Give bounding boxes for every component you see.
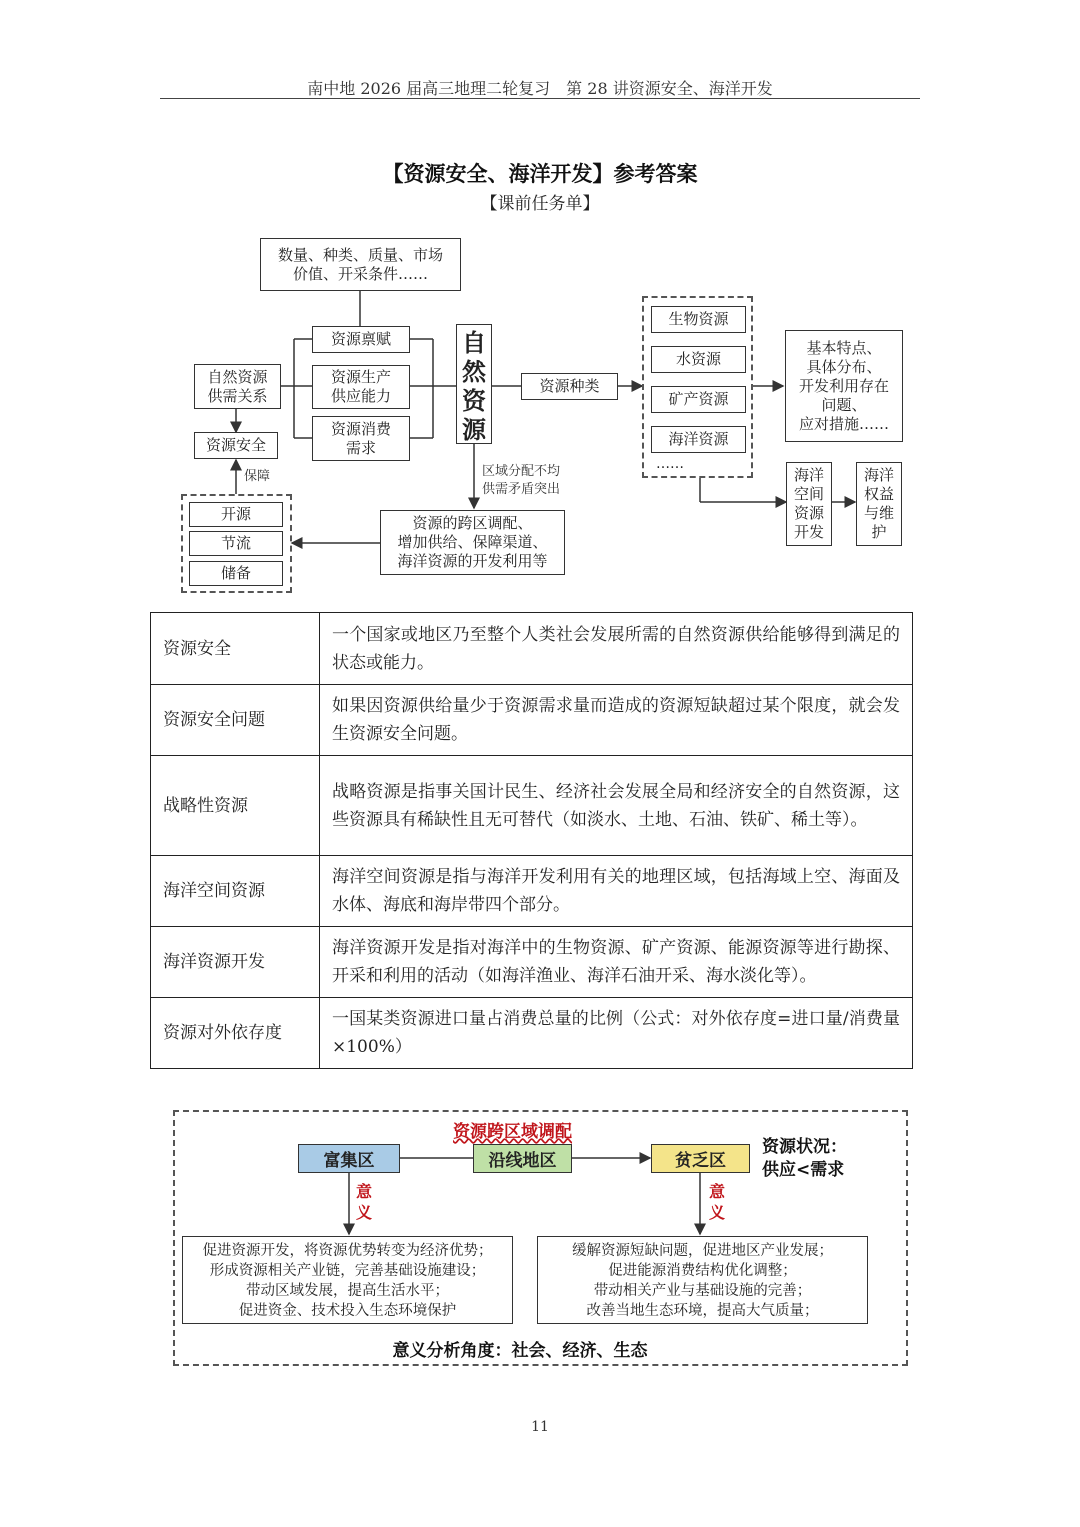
features-line-1: 基本特点、 [806, 338, 882, 357]
supply-demand-line-1: 自然资源 [207, 367, 268, 386]
resource-types-box: 资源种类 [521, 373, 618, 400]
guarantee-label: 保障 [244, 469, 271, 484]
solutions-line-1: 资源的跨区调配、 [412, 514, 533, 532]
endowment-box: 资源禀赋 [312, 326, 410, 353]
ocean-rights-line-4: 护 [871, 523, 887, 541]
analysis-angle: 意义分析角度：社会、经济、生态 [392, 1341, 648, 1361]
factors-box [260, 238, 461, 291]
term-cell: 战略性资源 [151, 756, 320, 856]
features-box [785, 330, 903, 442]
measure-reserve: 储备 [189, 561, 283, 586]
term-cell: 海洋资源开发 [151, 927, 320, 998]
ocean-rights-line-1: 海洋 [863, 466, 894, 484]
consumption-box [312, 416, 410, 461]
table-row [151, 756, 913, 856]
definitions-table [150, 612, 913, 1069]
meaning-left-char-2: 义 [356, 1203, 373, 1222]
ocean-space-line-1: 海洋 [793, 466, 824, 484]
right-meaning-line-3: 带动相关产业与基础设施的完善； [593, 1283, 812, 1299]
consumption-line-2: 需求 [345, 438, 376, 457]
table-row [151, 856, 913, 927]
desc-cell: 战略资源是指事关国计民生、经济社会发展全局和经济安全的自然资源，这些资源具有稀缺性且无可替代（如淡水、土地、石油、铁矿、稀土等）。 [320, 756, 913, 856]
solutions-line-2: 增加供给、保障渠道、 [397, 533, 548, 551]
table-row [151, 685, 913, 756]
left-meaning-line-3: 带动区域发展，提高生活水平； [246, 1283, 449, 1299]
desc-cell: 一国某类资源进口量占消费总量的比例（公式：对外依存度=进口量/消费量×100%） [320, 998, 913, 1069]
type-ocean: 海洋资源 [651, 426, 746, 453]
left-meaning-line-4: 促进资金、技术投入生态环境保护 [238, 1303, 457, 1319]
right-meaning-line-4: 改善当地生态环境，提高大气质量； [586, 1303, 819, 1319]
solutions-line-3: 海洋资源的开发利用等 [397, 552, 548, 570]
features-line-4: 问题、 [821, 395, 867, 414]
supply-demand-line-2: 供需关系 [207, 386, 268, 405]
ocean-rights-box [856, 462, 902, 546]
meaning-left-char-1: 意 [356, 1182, 373, 1201]
right-meaning-box [537, 1236, 868, 1324]
ocean-rights-line-3: 与维 [863, 504, 894, 522]
term-cell: 资源对外依存度 [151, 998, 320, 1069]
ocean-space-line-3: 资源 [793, 504, 824, 522]
nr-char-3: 资 [462, 387, 486, 415]
nr-char-2: 然 [462, 358, 486, 386]
conflict-line-2: 供需矛盾突出 [482, 482, 561, 497]
resource-status [762, 1136, 847, 1182]
meaning-right-label [709, 1181, 725, 1223]
nr-char-4: 源 [462, 416, 486, 444]
measure-save: 节流 [189, 531, 283, 556]
security-box: 资源安全 [194, 432, 278, 459]
rich-region-box: 富集区 [298, 1144, 400, 1173]
table-row [151, 613, 913, 685]
left-meaning-line-2: 形成资源相关产业链，完善基础设施建设； [209, 1263, 486, 1279]
factors-line-2: 价值、开采条件…… [292, 264, 428, 283]
meaning-right-char-2: 义 [709, 1203, 726, 1222]
conflict-note [482, 463, 560, 499]
solutions-box [380, 510, 565, 575]
type-biological: 生物资源 [651, 306, 746, 333]
production-line-1: 资源生产 [330, 368, 391, 386]
along-region-box: 沿线地区 [473, 1144, 572, 1173]
term-cell: 资源安全 [151, 613, 320, 685]
measure-open-source: 开源 [189, 502, 283, 527]
features-line-5: 应对措施…… [798, 414, 889, 433]
status-line-2: 供应<需求 [762, 1160, 845, 1180]
term-cell: 资源安全问题 [151, 685, 320, 756]
page-subtitle: 【课前任务单】 [480, 194, 600, 214]
features-line-2: 具体分布、 [806, 357, 882, 376]
table-row [151, 927, 913, 998]
ocean-space-line-2: 空间 [793, 485, 824, 503]
term-cell: 海洋空间资源 [151, 856, 320, 927]
desc-cell: 一个国家或地区乃至整个人类社会发展所需的自然资源供给能够得到满足的状态或能力。 [320, 613, 913, 685]
supply-demand-box [194, 364, 281, 409]
ocean-rights-line-2: 权益 [863, 485, 894, 503]
desc-cell: 海洋空间资源是指与海洋开发利用有关的地理区域，包括海域上空、海面及水体、海底和海岸带四个部分。 [320, 856, 913, 927]
header-rule [160, 98, 920, 99]
ocean-space-line-4: 开发 [793, 523, 824, 541]
type-water: 水资源 [651, 346, 746, 373]
right-meaning-line-1: 缓解资源短缺问题，促进地区产业发展； [572, 1243, 833, 1259]
meaning-left-label [356, 1181, 372, 1223]
consumption-line-1: 资源消费 [330, 419, 391, 438]
nr-char-1: 自 [462, 329, 486, 357]
right-meaning-line-2: 促进能源消费结构优化调整； [608, 1263, 797, 1279]
meaning-right-char-1: 意 [709, 1182, 726, 1201]
table-row [151, 998, 913, 1069]
ocean-space-box [786, 462, 832, 546]
natural-resources-box [456, 324, 492, 444]
types-more: …… [656, 456, 684, 472]
desc-cell: 如果因资源供给量少于资源需求量而造成的资源短缺超过某个限度，就会发生资源安全问题。 [320, 685, 913, 756]
poor-region-box: 贫乏区 [651, 1144, 750, 1173]
factors-line-1: 数量、种类、质量、市场 [277, 245, 443, 264]
production-box [312, 365, 410, 409]
transfer-title: 资源跨区域调配 [453, 1122, 572, 1142]
page-title: 【资源安全、海洋开发】参考答案 [382, 162, 698, 186]
production-line-2: 供应能力 [330, 387, 391, 405]
status-line-1: 资源状况： [762, 1137, 847, 1157]
page-number: 11 [531, 1419, 549, 1435]
conflict-line-1: 区域分配不均 [482, 464, 561, 479]
left-meaning-line-1: 促进资源开发，将资源优势转变为经济优势； [202, 1243, 493, 1259]
type-mineral: 矿产资源 [651, 386, 746, 413]
desc-cell: 海洋资源开发是指对海洋中的生物资源、矿产资源、能源资源等进行勘探、开采和利用的活动（如海洋渔业、海洋石油开采、海水淡化等）。 [320, 927, 913, 998]
page-header: 南中地 2026 届高三地理二轮复习 第 28 讲资源安全、海洋开发 [307, 79, 773, 98]
left-meaning-box [182, 1236, 513, 1324]
features-line-3: 开发利用存在 [798, 376, 889, 395]
